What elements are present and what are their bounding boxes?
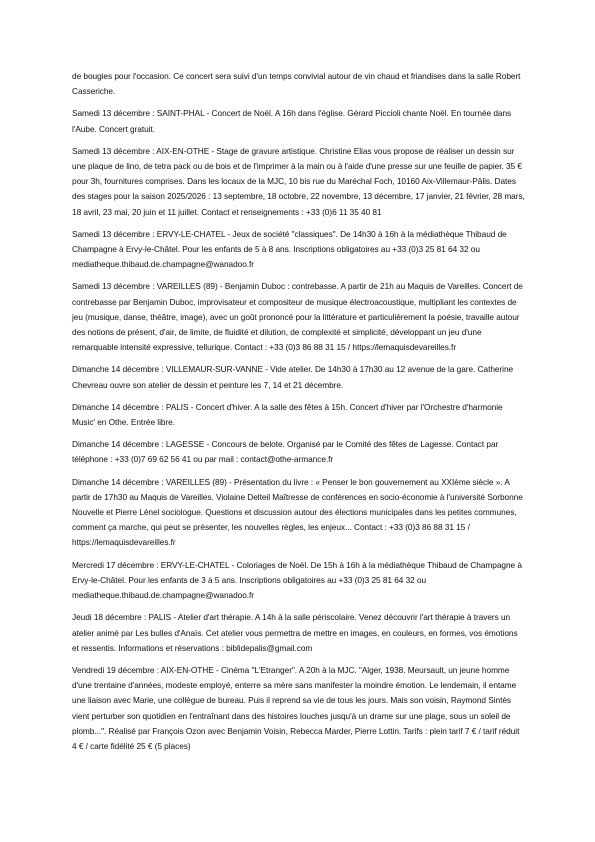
paragraph-palis-art-therapie: Jeudi 18 décembre : PALIS - Atelier d'art thérapie. A 14h à la salle périscolaire. Venez découvrir l'art thérapie à travers un atelier animé par Les bulles d'Anaïs. Cet atelier vous permettra de mettre en images, en couleurs, en formes, vos émotions et ressentis. Informations et réservations : biblidepalis@gmail.com xyxy=(72,612,518,653)
paragraph-saint-phal-concert: Samedi 13 décembre : SAINT-PHAL - Concert de Noël. A 16h dans l'église. Gérard Piccioli chante Noël. En tournée dans l'Aube. Concert gratuit. xyxy=(72,108,512,134)
document-page xyxy=(72,69,526,761)
paragraph-aix-cinema: Vendredi 19 décembre : AIX-EN-OTHE - Cinéma "L'Etranger". A 20h à la MJC. "Alger, 1938. Meursault, un jeune homme d'une trentaine d'années, modeste employé, enterre sa mère sans manifester la moindre émotion. Le lendemain, il entame une liaison avec Marie, une collègue de bureau. Puis il reprend sa vie de tous les jours. Mais son voisin, Raymond Sintès vient perturber son quotidien en l'entraînant dans des histoires louches jusqu'à un drame sur une plage, sous un soleil de plomb...". Réalisé par François Ozon avec Benjamin Voisin, Rebecca Marder, Pierre Lottin. Tarifs : plein tarif 7 € / tarif réduit 4 € / carte fidélité 25 € (5 places) xyxy=(72,664,520,751)
paragraph-vareilles-contrebasse: Samedi 13 décembre : VAREILLES (89) - Benjamin Duboc : contrebasse. A partir de 21h au Maquis de Vareilles. Concert de contrebasse par Benjamin Duboc, improvisateur et compositeur de musique électroacoustique, multipliant les contextes de jeu (musique, danse, théâtre, image), avec un goût prononcé pour la littérature et particulièrement la poésie, travaille autour des notions de présent, d'air, de limite, de fluidité et dilution, de complexité et simplicité, développant un jeu d'une remarquable intensité expressive, tellurique. Contact : +33 (0)3 86 88 31 15 / https://lemaquisdevareilles.fr xyxy=(72,281,523,353)
paragraph-concert-continuation: de bougies pour l'occasion. Ce concert sera suivi d'un temps convivial autour de vin chaud et friandises dans la salle Robert Casseriche. xyxy=(72,71,521,97)
paragraph-lagesse-belote: Dimanche 14 décembre : LAGESSE - Concours de belote. Organisé par le Comité des fêtes de Lagesse. Contact par téléphone : +33 (0)7 69 62 56 41 ou par mail : contact@othe-armance.fr xyxy=(72,439,499,465)
paragraph-villemaur-vide-atelier: Dimanche 14 décembre : VILLEMAUR-SUR-VANNE - Vide atelier. De 14h30 à 17h30 au 12 avenue de la gare. Catherine Chevreau ouvre son atelier de dessin et peinture les 7, 14 et 21 décembre. xyxy=(72,364,514,390)
paragraph-vareilles-livre: Dimanche 14 décembre : VAREILLES (89) - Présentation du livre : « Penser le bon gouvernement au XXIème siècle ». A partir de 17h30 au Maquis de Vareilles. Violaine Delteil Maîtresse de conférences en socio-économie à l'université Sorbonne Nouvelle et Pierre Lénel sociologue. Questions et discussion autour des élections municipales dans les petites communes, comment ça marche, qui peut se présenter, les nouvelles règles, les enjeux... Contact : +33 (0)3 86 88 31 15 / https://lemaquisdevareilles.fr xyxy=(72,476,523,548)
paragraph-ervy-jeux-societe: Samedi 13 décembre : ERVY-LE-CHATEL - Jeux de société "classiques". De 14h30 à 16h à la médiathèque Thibaud de Champagne à Ervy-le-Châtel. Pour les enfants de 5 à 8 ans. Inscriptions obligatoires au +33 (0)3 25 81 64 32 ou mediatheque.thibaud.de.champagne@wanadoo.fr xyxy=(72,228,507,270)
paragraph-palis-concert-hiver: Dimanche 14 décembre : PALIS - Concert d'hiver. A la salle des fêtes à 15h. Concert d'hiver par l'Orchestre d'harmonie Music' en Othe. Entrée libre. xyxy=(72,401,503,428)
paragraph-ervy-coloriages: Mercredi 17 décembre : ERVY-LE-CHATEL - Coloriages de Noël. De 15h à 16h à la médiathèque Thibaud de Champagne à Ervy-le-Châtel. Pour les enfants de 3 à 5 ans. Inscriptions obligatoires au +33 (0)3 25 81 64 32 ou mediatheque.thibaud.de.champagne@wanadoo.fr xyxy=(72,559,522,601)
paragraph-aix-gravure-stage: Samedi 13 décembre : AIX-EN-OTHE - Stage de gravure artistique. Christine Elias vous propose de réaliser un dessin sur une plaque de lino, de tetra pack ou de bois et de l'imprimer à la main ou à l'aide d'une presse sur une feuille de papier. 35 € pour 3h, fournitures comprises. Dans les locaux de la MJC, 10 bis rue du Maréchal Foch, 10160 Aix-Villemaur-Pâlis. Dates des stages pour la saison 2025/2026 : 13 septembre, 18 octobre, 22 novembre, 13 décembre, 17 janvier, 21 février, 28 mars, 18 avril, 23 mai, 20 juin et 11 juillet. Contact et renseignements : +33 (0)6 11 35 40 81 xyxy=(72,145,525,217)
